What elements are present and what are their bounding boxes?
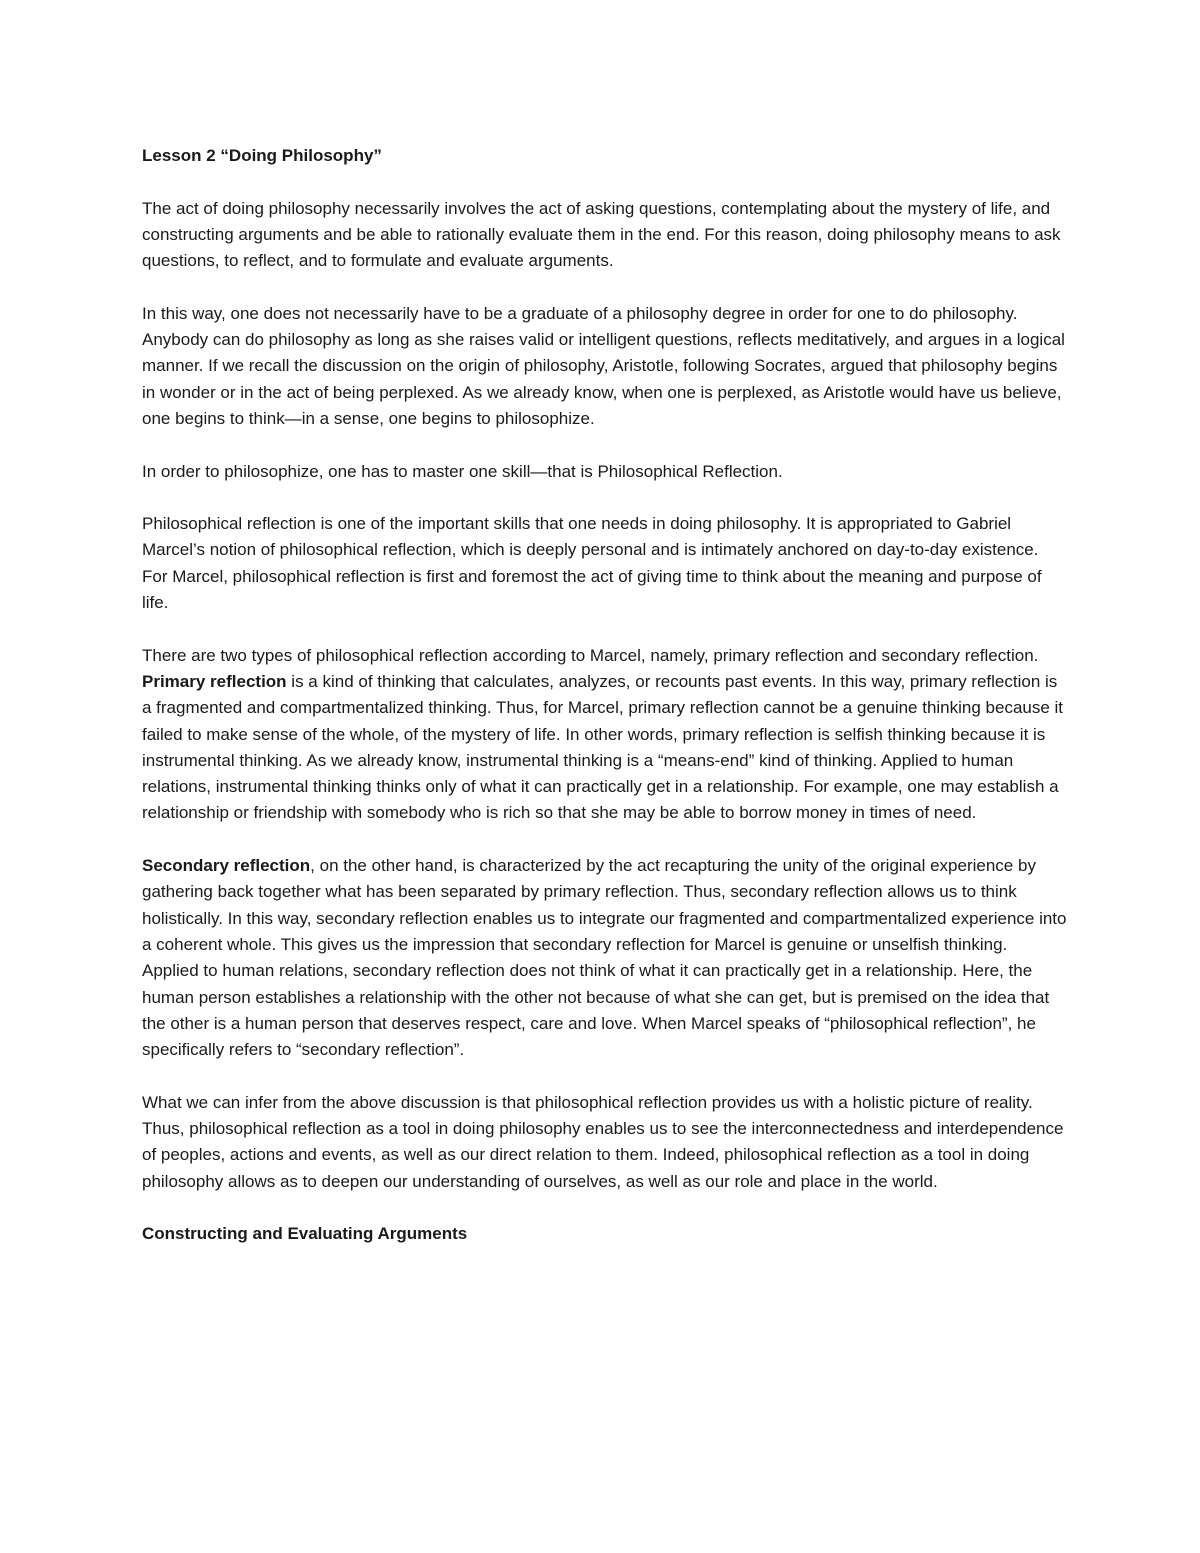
- lesson-title: Lesson 2 “Doing Philosophy”: [142, 146, 382, 165]
- paragraph-conclusion: What we can infer from the above discussion is that philosophical reflection provides us with a holistic picture of reality. Thus, philosophical reflection as a tool in doing philosophy enables us to see the interconnectedness and interdependence of peoples, actions and events, as well as our direct relation to them. Indeed, philosophical reflection as a tool in doing philosophy allows as to deepen our understanding of ourselves, as well as our role and place in the world.: [142, 1092, 1064, 1191]
- paragraph-anybody-can-philosophize: In this way, one does not necessarily have to be a graduate of a philosophy degree in order for one to do philosophy. Anybody can do philosophy as long as she raises valid or intelligent questions, reflects meditatively, and argues in a logical manner. If we recall the discussion on the origin of philosophy, Aristotle, following Socrates, argued that philosophy begins in wonder or in the act of being perplexed. As we already know, when one is perplexed, as Aristotle would have us believe, one begins to think—in a sense, one begins to philosophize.: [142, 303, 1065, 428]
- paragraph-intro: The act of doing philosophy necessarily involves the act of asking questions, contemplating about the mystery of life, and constructing arguments and be able to rationally evaluate them in the end. For this reason, doing philosophy means to ask questions, to reflect, and to formulate and evaluate arguments.: [142, 198, 1061, 271]
- primary-reflection-intro-text: There are two types of philosophical reflection according to Marcel, namely, primary reflection and secondary reflection.: [142, 645, 1039, 665]
- primary-reflection-term: Primary reflection: [142, 671, 287, 691]
- primary-reflection-body-text: is a kind of thinking that calculates, analyzes, or recounts past events. In this way, primary reflection is a fragmented and compartmentalized thinking. Thus, for Marcel, primary reflection cannot be a genuine thinking because it failed to make sense of the whole, of the mystery of life. In other words, primary reflection is selfish thinking because it is instrumental thinking. As we already know, instrumental thinking is a “means-end” kind of thinking. Applied to human relations, instrumental thinking thinks only of what it can practically get in a relationship. For example, one may establish a relationship or friendship with somebody who is rich so that she may be able to borrow money in times of need.: [142, 671, 1064, 823]
- document-body: [142, 143, 1067, 1274]
- paragraph-secondary-reflection: [142, 853, 1067, 1063]
- paragraph-philosophical-reflection-skill: In order to philosophize, one has to master one skill—that is Philosophical Reflection.: [142, 461, 783, 481]
- secondary-reflection-body-text: , on the other hand, is characterized by the act recapturing the unity of the original experience by gathering back together what has been separated by primary reflection. Thus, secondary reflection allows us to think holistically. In this way, secondary reflection enables us to integrate our fragmented and compartmentalized experience into a coherent whole. This gives us the impression that secondary reflection for Marcel is genuine or unselfish thinking. Applied to human relations, secondary reflection does not think of what it can practically get in a relationship. Here, the human person establishes a relationship with the other not because of what she can get, but is premised on the idea that the other is a human person that deserves respect, care and love. When Marcel speaks of “philosophical reflection”, he specifically refers to “secondary reflection”.: [142, 856, 1067, 1060]
- paragraph-marcel-reflection: Philosophical reflection is one of the important skills that one needs in doing philosophy. It is appropriated to Gabriel Marcel’s notion of philosophical reflection, which is deeply personal and is intimately anchored on day-to-day existence. For Marcel, philosophical reflection is first and foremost the act of giving time to think about the meaning and purpose of life.: [142, 514, 1042, 613]
- section-heading-arguments: Constructing and Evaluating Arguments: [142, 1224, 468, 1244]
- paragraph-primary-reflection: [142, 643, 1067, 827]
- secondary-reflection-term: Secondary reflection: [142, 856, 311, 876]
